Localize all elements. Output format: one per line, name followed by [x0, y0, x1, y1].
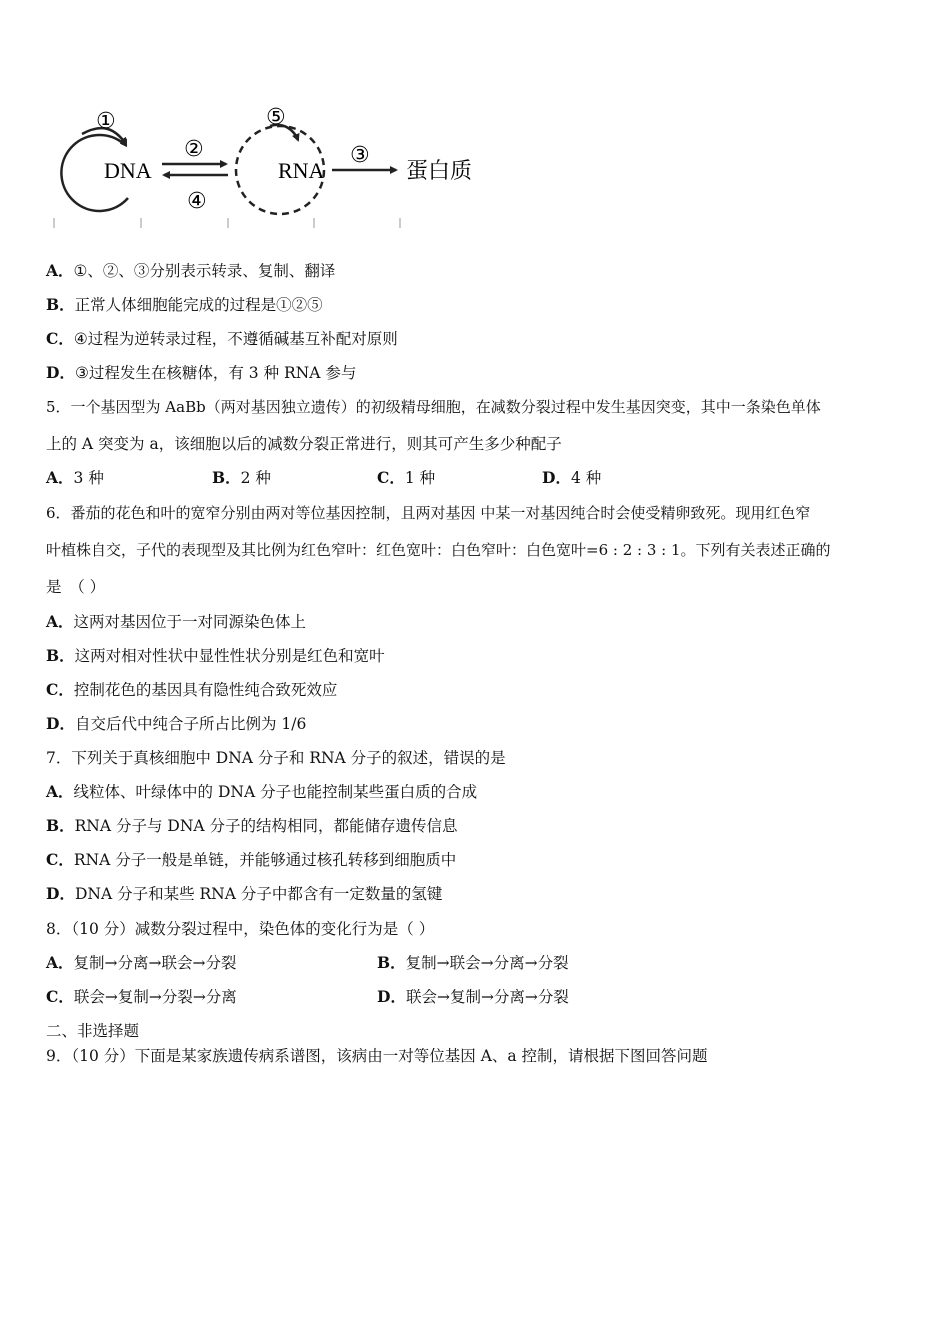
q6-option-d: D．自交后代中纯合子所占比例为 1/6	[46, 714, 307, 733]
q4-option-d: D．③过程发生在核糖体，有 3 种 RNA 参与	[46, 363, 357, 382]
q5-stem-line2: 上的 A 突变为 a，该细胞以后的减数分裂正常进行，则其可产生多少种配子	[46, 435, 562, 453]
q8-stem: 8．（10 分）减数分裂过程中，染色体的变化行为是（ ）	[46, 920, 435, 938]
q7-stem: 7．下列关于真核细胞中 DNA 分子和 RNA 分子的叙述，错误的是	[46, 749, 506, 767]
q8-option-d: D．联会→复制→分离→分裂	[377, 987, 569, 1006]
q6-option-b: B．这两对相对性状中显性性状分别是红色和宽叶	[46, 646, 385, 665]
q6-stem-line2: 叶植株自交，子代的表现型及其比例为红色窄叶：红色宽叶：白色窄叶：白色宽叶=6 : 2 : 3 : 1。下列有关表述正确的	[46, 541, 831, 559]
q7-option-d: D．DNA 分子和某些 RNA 分子中都含有一定数量的氢键	[46, 884, 443, 903]
marker-2: ②	[184, 137, 204, 162]
q5-option-d: D．4 种	[542, 468, 602, 487]
q7-option-b: B．RNA 分子与 DNA 分子的结构相同，都能储存遗传信息	[46, 816, 458, 835]
q8-option-c: C．联会→复制→分裂→分离	[46, 987, 237, 1006]
q4-option-b: B．正常人体细胞能完成的过程是①②⑤	[46, 295, 323, 314]
q5-stem-line1: 5．一个基因型为 AaBb（两对基因独立遗传）的初级精母细胞，在减数分裂过程中发生基因突变，其中一条染色单体	[46, 398, 821, 416]
q7-option-a: A．线粒体、叶绿体中的 DNA 分子也能控制某些蛋白质的合成	[46, 782, 478, 801]
q8-option-b: B．复制→联会→分离→分裂	[377, 953, 569, 972]
marker-1: ①	[96, 109, 116, 134]
marker-4: ④	[187, 189, 207, 214]
q4-option-c: C．④过程为逆转录过程，不遵循碱基互补配对原则	[46, 329, 398, 348]
q8-option-a: A．复制→分离→联会→分裂	[46, 953, 237, 972]
q5-option-b: B．2 种	[212, 468, 271, 487]
section-title: 二、非选择题	[46, 1022, 140, 1040]
protein-label: 蛋白质	[406, 159, 473, 184]
q6-stem-line3: 是 （ ）	[46, 578, 106, 596]
q5-option-c: C．1 种	[377, 468, 436, 487]
tick-marks	[54, 218, 400, 228]
q4-option-a: A．①、②、③分别表示转录、复制、翻译	[46, 261, 336, 280]
q9-stem: 9．（10 分）下面是某家族遗传病系谱图，该病由一对等位基因 A、a 控制，请根据下图回答问题	[46, 1047, 708, 1065]
q6-option-a: A．这两对基因位于一对同源染色体上	[46, 612, 307, 631]
rna-label: RNA	[278, 158, 325, 183]
q6-option-c: C．控制花色的基因具有隐性纯合致死效应	[46, 680, 338, 699]
q5-option-a: A．3 种	[46, 468, 104, 487]
marker-5: ⑤	[266, 105, 286, 130]
q6-stem-line1: 6．番茄的花色和叶的宽窄分别由两对等位基因控制，且两对基因 中某一对基因纯合时会使受精卵致死。现用红色窄	[46, 504, 811, 522]
dna-label: DNA	[104, 158, 152, 183]
q7-option-c: C．RNA 分子一般是单链，并能够通过核孔转移到细胞质中	[46, 850, 457, 869]
central-dogma-diagram	[44, 100, 504, 232]
marker-3: ③	[350, 143, 370, 168]
